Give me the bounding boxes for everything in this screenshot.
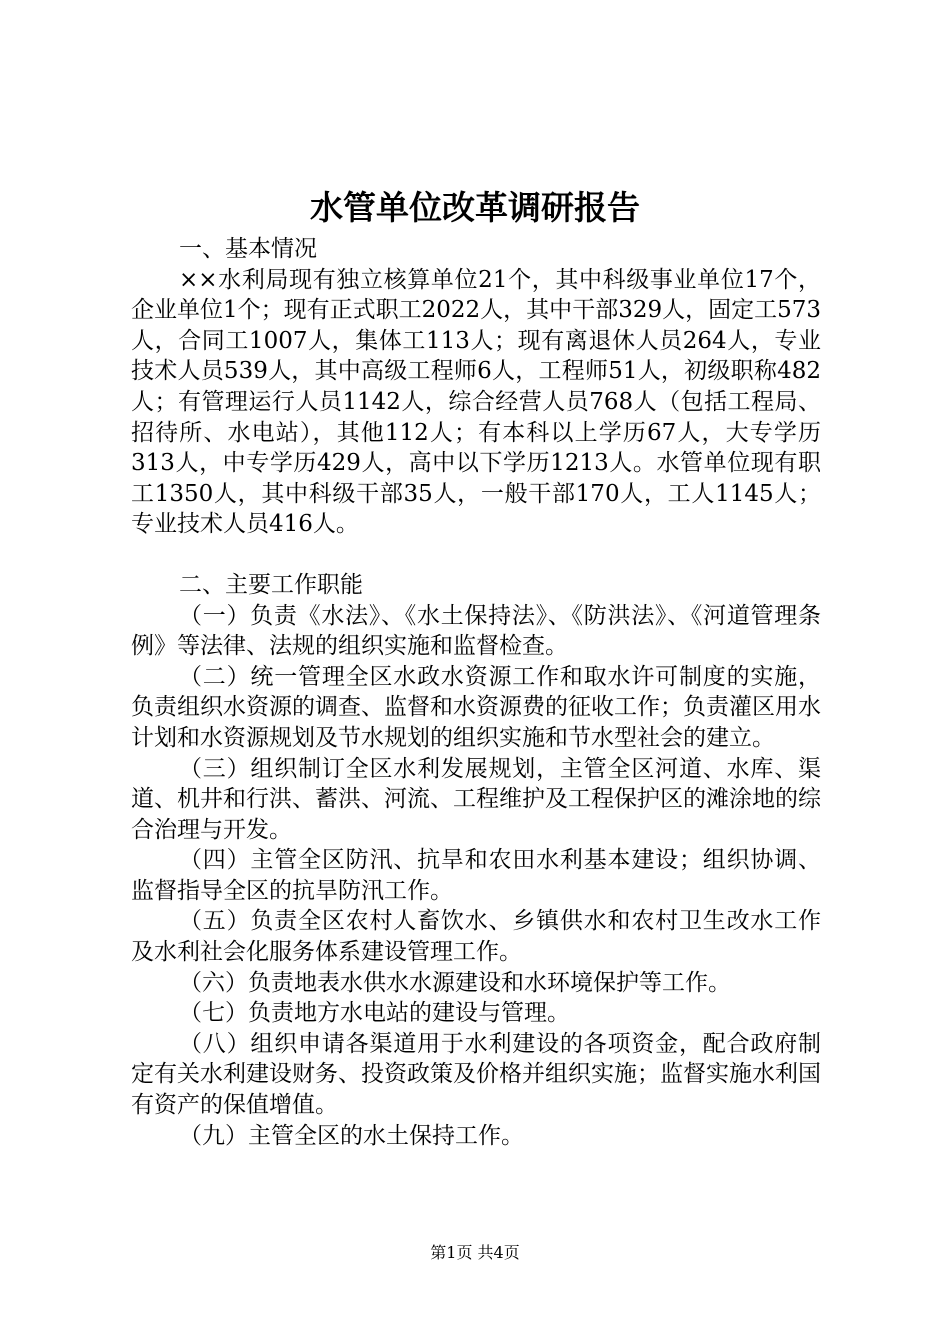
paragraph: （一）负责《水法》、《水土保持法》、《防洪法》、《河道管理条例》等法律、法规的组织实施和监督检查。 — [131, 602, 821, 660]
paragraph: （七）负责地方水电站的建设与管理。 — [179, 1000, 570, 1027]
paragraph: ××水利局现有独立核算单位21个，其中科级事业单位17个，企业单位1个；现有正式职工2022人，其中干部329人，固定工573人，合同工1007人，集体工113人；现有离退休人员264人，专业技术人员539人，其中高级工程师6人，工程师51人，初级职称482人；有管理运行人员1142人，综合经营人员768人（包括工程局、招待所、水电站），其他112人；有本科以上学历67人，大专学历313人，中专学历429人，高中以下学历1213人。水管单位现有职工1350人，其中科级干部35人，一般干部170人，工人1145人；专业技术人员416人。 — [131, 266, 821, 538]
document-title: 水管单位改革调研报告 — [310, 188, 640, 227]
paragraph: （三）组织制订全区水利发展规划，主管全区河道、水库、渠道、机井和行洪、蓄洪、河流、工程维护及工程保护区的滩涂地的综合治理与开发。 — [131, 755, 821, 843]
paragraph: （六）负责地表水供水水源建设和水环境保护等工作。 — [179, 969, 731, 996]
section-heading: 一、基本情况 — [179, 236, 317, 262]
paragraph: （八）组织申请各渠道用于水利建设的各项资金，配合政府制定有关水利建设财务、投资政策及价格并组织实施；监督实施水利国有资产的保值增值。 — [131, 1030, 821, 1119]
document-body — [131, 234, 821, 1151]
section-heading: 二、主要工作职能 — [179, 571, 363, 598]
page-footer: 第1页 共4页 — [430, 1243, 520, 1262]
paragraph: （四）主管全区防汛、抗旱和农田水利基本建设；组织协调、监督指导全区的抗旱防汛工作。 — [131, 847, 821, 904]
paragraph: （九）主管全区的水土保持工作。 — [179, 1122, 524, 1149]
paragraph: （二）统一管理全区水政水资源工作和取水许可制度的实施，负责组织水资源的调查、监督和水资源费的征收工作；负责灌区用水计划和水资源规划及节水规划的组织实施和节水型社会的建立。 — [131, 663, 821, 751]
paragraph: （五）负责全区农村人畜饮水、乡镇供水和农村卫生改水工作及水利社会化服务体系建设管理工作。 — [131, 908, 821, 966]
